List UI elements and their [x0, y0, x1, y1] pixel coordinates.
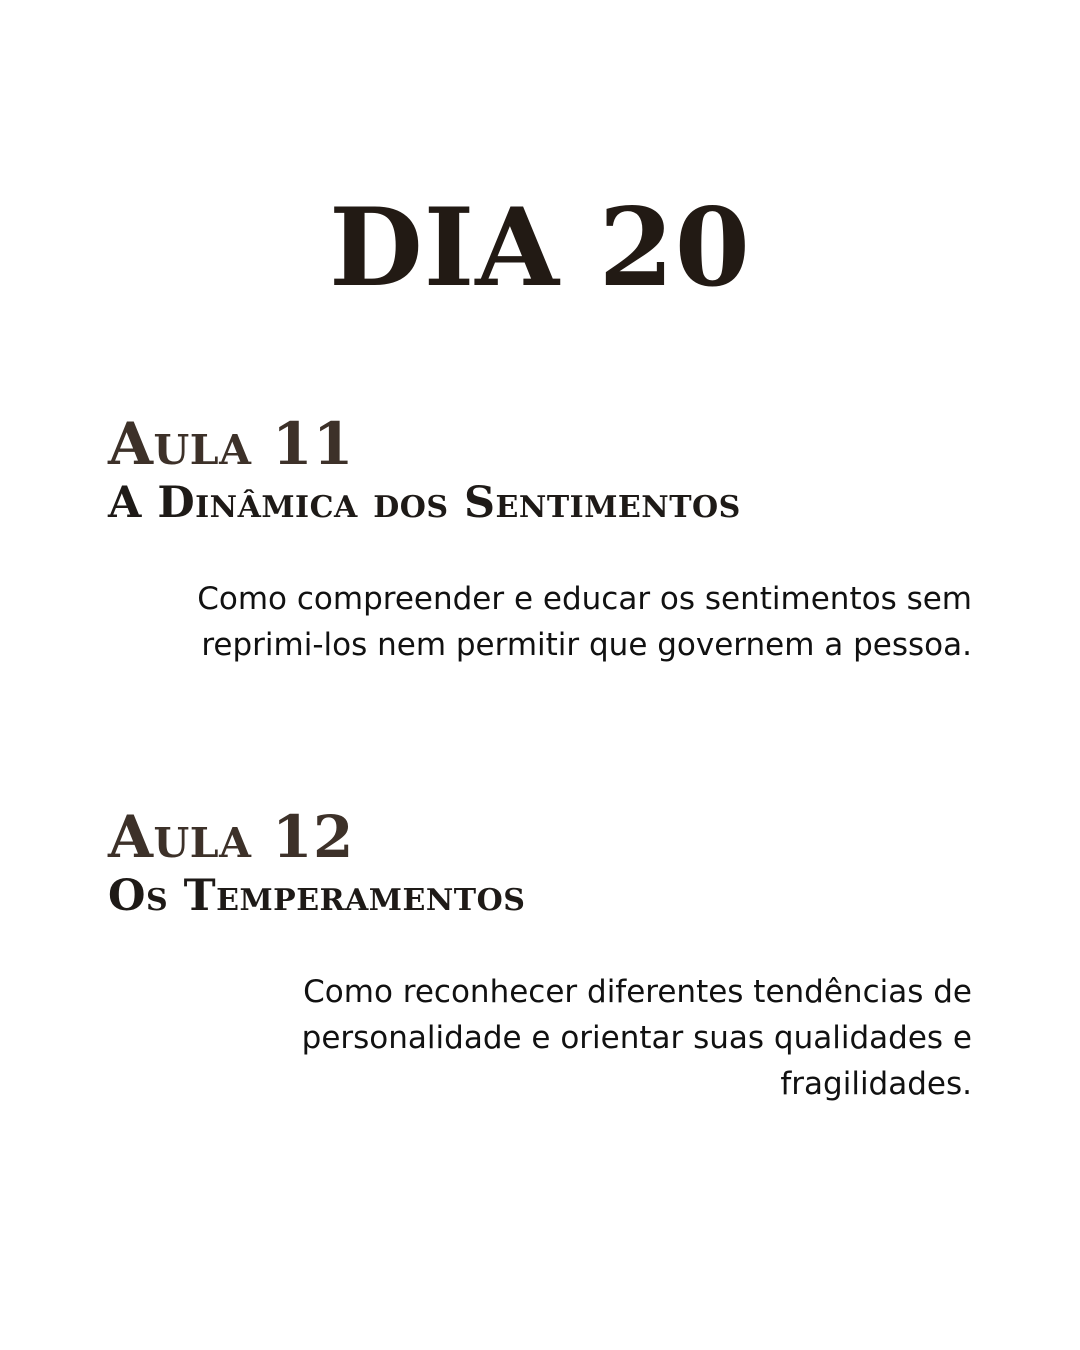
lesson-subtitle: Os Temperamentos — [108, 871, 526, 921]
page-title: DIA 20 — [329, 185, 751, 311]
lesson-description: Como reconhecer diferentes tendências de personalidade e orientar suas qualidades e fragilidades. — [301, 974, 972, 1102]
lesson-section — [108, 805, 972, 1107]
lesson-subtitle: A Dinâmica dos Sentimentos — [108, 478, 741, 528]
lesson-section — [108, 412, 972, 668]
lesson-description: Como compreender e educar os sentimentos sem reprimi-los nem permitir que governem a pessoa. — [197, 581, 972, 663]
lesson-heading: Aula 12 — [108, 803, 354, 871]
lesson-heading: Aula 11 — [108, 410, 354, 478]
